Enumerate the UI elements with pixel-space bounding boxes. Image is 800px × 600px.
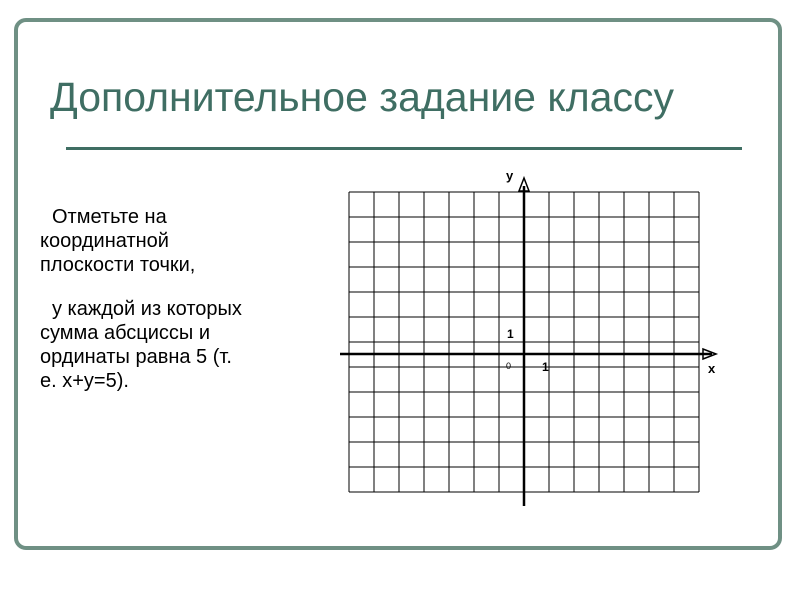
task-line-5: сумма абсциссы и	[40, 322, 211, 344]
unit-y-label: 1	[507, 327, 514, 341]
task-line-6: ординаты равна 5 (т.	[40, 346, 232, 368]
origin-label: 0	[506, 361, 512, 371]
task-line-1: Отметьте на	[52, 206, 167, 228]
slide-title: Дополнительное задание классу	[50, 74, 674, 120]
task-line-7: е. x+y=5).	[40, 370, 129, 392]
y-axis-label: y	[506, 168, 514, 183]
task-line-4: у каждой из которых	[52, 298, 242, 320]
task-line-2: координатной	[40, 230, 169, 252]
x-axis-label: x	[708, 361, 716, 376]
unit-x-label: 1	[542, 360, 549, 374]
task-line-3: плоскости точки,	[40, 254, 196, 276]
